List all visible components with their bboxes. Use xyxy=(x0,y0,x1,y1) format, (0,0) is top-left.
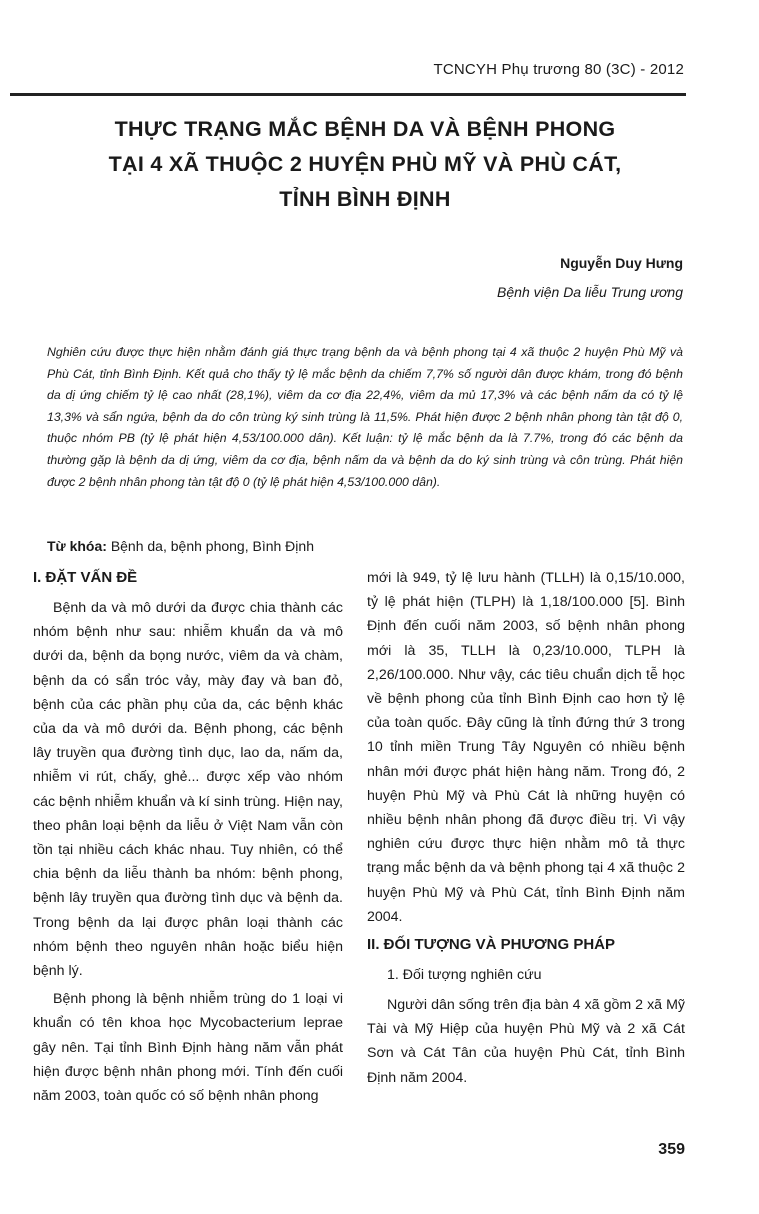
right-column xyxy=(367,566,685,1094)
section1-paragraph-2-continued: mới là 949, tỷ lệ lưu hành (TLLH) là 0,15/10.000, tỷ lệ phát hiện (TLPH) là 1,18/100.000 [5]. Bình Định đến cuối năm 2003, số bệnh nhân phong mới là 35, TLLH là 0,23/10.000, TLPH là 2,26/100.000. Như vậy, các tiêu chuẩn dịch tễ học về bệnh phong của tỉnh Bình Định cao hơn tỷ lệ của toàn quốc. Đây cũng là tỉnh đứng thứ 3 trong 10 tỉnh miền Trung Tây Nguyên có nhiều bệnh nhân mới được phát hiện hàng năm. Trong đó, 2 huyện Phù Mỹ và Phù Cát là những huyện có nhiều bệnh nhân phong đã được điều trị. Vì vậy nghiên cứu được thực hiện nhằm mô tả thực trạng mắc bệnh da và bệnh phong tại 4 xã thuộc 2 huyện Phù Mỹ và Phù Cát, tỉnh Bình Định năm 2004. xyxy=(367,570,685,925)
abstract: Nghiên cứu được thực hiện nhằm đánh giá thực trạng bệnh da và bệnh phong tại 4 xã thuộc 2 huyện Phù Mỹ và Phù Cát, tỉnh Bình Định. Kết quả cho thấy tỷ lệ mắc bệnh da chiếm 7,7% số người dân được khám, trong đó bệnh da dị ứng chiếm tỷ lệ cao nhất (28,1%), viêm da cơ địa 22,4%, viêm da mủ 17,3% và các bệnh nấm da có tỷ lệ 13,3% và sẩn ngứa, bệnh da do côn trùng ký sinh trùng là 11,5%. Phát hiện được 2 bệnh nhân phong tàn tật độ 0, thuộc nhóm PB (tỷ lệ phát hiện 4,53/100.000 dân). Kết luận: tỷ lệ mắc bệnh da là 7.7%, trong đó các bệnh da thường gặp là bệnh da dị ứng, viêm da cơ địa, bệnh nấm da và bệnh da do ký sinh trùng và côn trùng. Phát hiện được 2 bệnh nhân phong tàn tật độ 0 (tỷ lệ phát hiện 4,53/100.000 dân). xyxy=(47,345,683,489)
section2-heading: II. ĐỐI TƯỢNG VÀ PHƯƠNG PHÁP xyxy=(367,936,615,954)
keywords xyxy=(47,538,314,554)
header-divider xyxy=(10,93,686,96)
section1-heading: I. ĐẶT VẤN ĐỀ xyxy=(33,569,138,586)
section2-paragraph-1: Người dân sống trên địa bàn 4 xã gồm 2 xã Mỹ Tài và Mỹ Hiệp của huyện Phù Mỹ và 2 xã Cát Sơn và Cát Tân của huyện Phù Cát, tỉnh Bình Định năm 2004. xyxy=(367,997,685,1086)
keywords-label: Từ khóa: xyxy=(47,538,107,554)
journal-header: TCNCYH Phụ trương 80 (3C) - 2012 xyxy=(433,61,684,78)
page-number: 359 xyxy=(658,1141,685,1158)
keywords-text: Bệnh da, bệnh phong, Bình Định xyxy=(110,538,314,554)
author-affiliation: Bệnh viện Da liễu Trung ương xyxy=(497,284,683,300)
section1-paragraph-1: Bệnh da và mô dưới da được chia thành các nhóm bệnh như sau: nhiễm khuẩn da và mô dưới da, bệnh da bọng nước, viêm da và chàm, bệnh da có sẩn tróc vảy, mày đay và ban đỏ, bệnh của các phần phụ của da, các bệnh khác của da và mô dưới da. Bệnh phong, các bệnh lây truyền qua đường tình dục, lao da, nấm da, nhiễm vi rút, chấy, ghẻ... được xếp vào nhóm các bệnh nhiễm khuẩn và kí sinh trùng. Hiện nay, theo phân loại bệnh da liễu ở Việt Nam vẫn còn tồn tại nhiều cách khác nhau. Tuy nhiên, có thể chia bệnh da liễu thành ba nhóm: bệnh phong, bệnh lây truyền qua đường tình dục và bệnh da. Trong bệnh da lại được phân loại thành các nhóm bệnh theo nguyên nhân hoặc biểu hiện bệnh lý. xyxy=(33,600,343,980)
title-line-2: TẠI 4 XÃ THUỘC 2 HUYỆN PHÙ MỸ VÀ PHÙ CÁT, xyxy=(108,152,622,176)
author-name: Nguyễn Duy Hưng xyxy=(560,255,683,271)
section1-paragraph-2: Bệnh phong là bệnh nhiễm trùng do 1 loại vi khuẩn có tên khoa học Mycobacterium leprae gây nên. Tại tỉnh Bình Định hàng năm vẫn phát hiện được bệnh nhân phong mới. Tính đến cuối năm 2003, toàn quốc có số bệnh nhân phong xyxy=(33,991,343,1105)
article-title xyxy=(40,112,690,217)
left-column xyxy=(33,566,343,1112)
title-line-1: THỰC TRẠNG MẮC BỆNH DA VÀ BỆNH PHONG xyxy=(114,117,616,141)
section2-subheading-1: 1. Đối tượng nghiên cứu xyxy=(387,967,542,984)
title-line-3: TỈNH BÌNH ĐỊNH xyxy=(279,187,451,211)
